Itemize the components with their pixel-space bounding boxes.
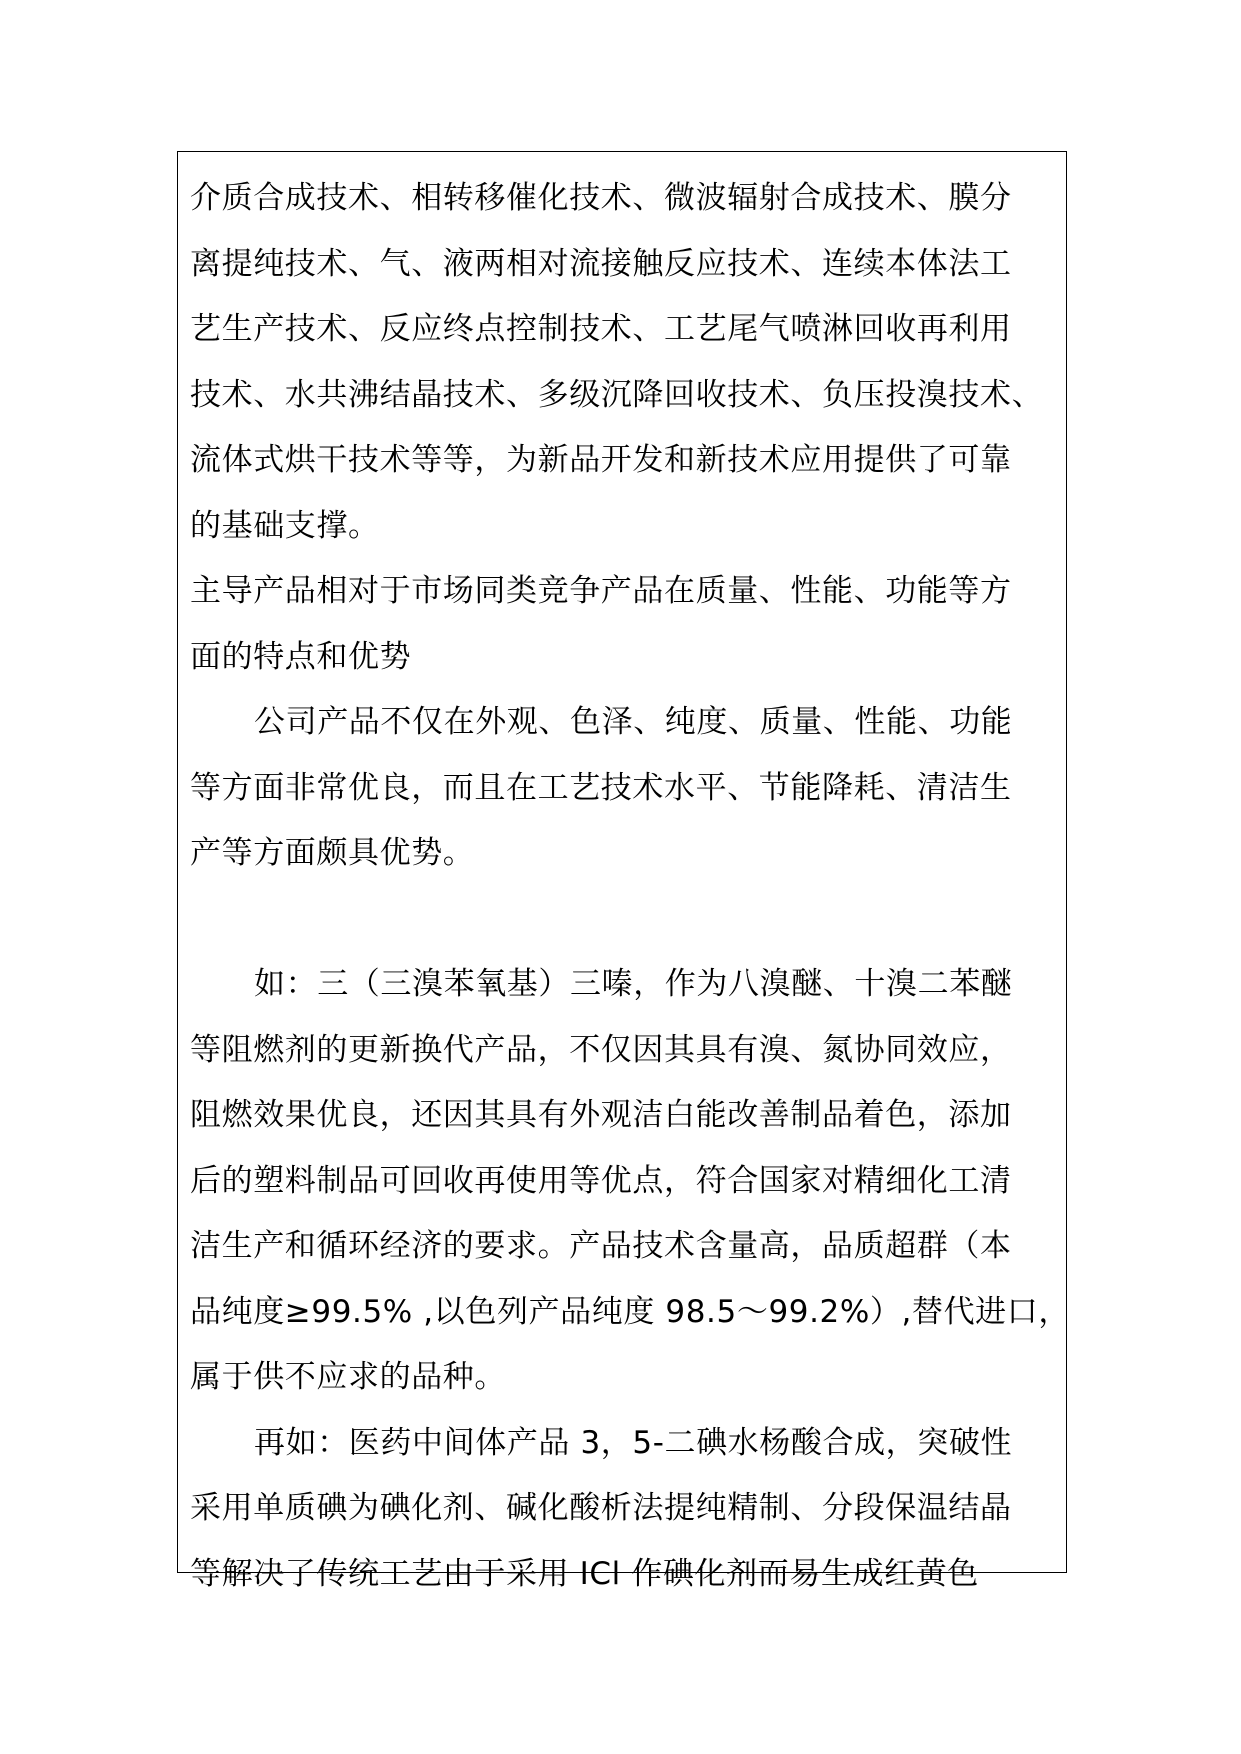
text-line: 品纯度≥99.5% ,以色列产品纯度 98.5～99.2%）,替代进口， <box>190 1293 1070 1330</box>
text-line: 阻燃效果优良，还因其具有外观洁白能改善制品着色，添加 <box>190 1097 1012 1133</box>
text-line: 介质合成技术、相转移催化技术、微波辐射合成技术、膜分 <box>190 180 1012 216</box>
paragraph-first-line: 公司产品不仅在外观、色泽、纯度、质量、性能、功能 <box>254 704 1013 740</box>
text-line: 艺生产技术、反应终点控制技术、工艺尾气喷淋回收再利用 <box>190 311 1012 347</box>
text-line: 等方面非常优良，而且在工艺技术水平、节能降耗、清洁生 <box>190 769 1012 806</box>
section-heading-line: 面的特点和优势 <box>190 638 412 675</box>
blank-line <box>190 887 1056 953</box>
paragraph-first-line: 再如：医药中间体产品 3，5-二碘水杨酸合成，突破性 <box>254 1424 1013 1461</box>
text-line: 等阻燃剂的更新换代产品，不仅因其具有溴、氮协同效应， <box>190 1031 1012 1068</box>
text-line: 产等方面颇具优势。 <box>190 835 475 871</box>
paragraph-first-line: 如：三（三溴苯氧基）三嗪，作为八溴醚、十溴二苯醚 <box>254 966 1013 1002</box>
text-line: 洁生产和循环经济的要求。产品技术含量高，品质超群（本 <box>190 1228 1012 1264</box>
text-line: 等解决了传统工艺由于采用 ICl 作碘化剂而易生成红黄色 <box>190 1555 979 1592</box>
section-heading-line: 主导产品相对于市场同类竞争产品在质量、性能、功能等方 <box>190 573 1012 609</box>
text-line: 属于供不应求的品种。 <box>190 1359 506 1395</box>
text-line: 流体式烘干技术等等，为新品开发和新技术应用提供了可靠 <box>190 442 1012 478</box>
text-line: 技术、水共沸结晶技术、多级沉降回收技术、负压投溴技术、 <box>190 376 1044 413</box>
text-line: 后的塑料制品可回收再使用等优点，符合国家对精细化工清 <box>190 1162 1012 1199</box>
document-frame <box>177 151 1070 1592</box>
text-line: 采用单质碘为碘化剂、碱化酸析法提纯精制、分段保温结晶 <box>190 1490 1012 1526</box>
text-line: 离提纯技术、气、液两相对流接触反应技术、连续本体法工 <box>190 245 1012 282</box>
document-body <box>190 166 1070 1607</box>
text-line: 的基础支撑。 <box>190 507 380 544</box>
